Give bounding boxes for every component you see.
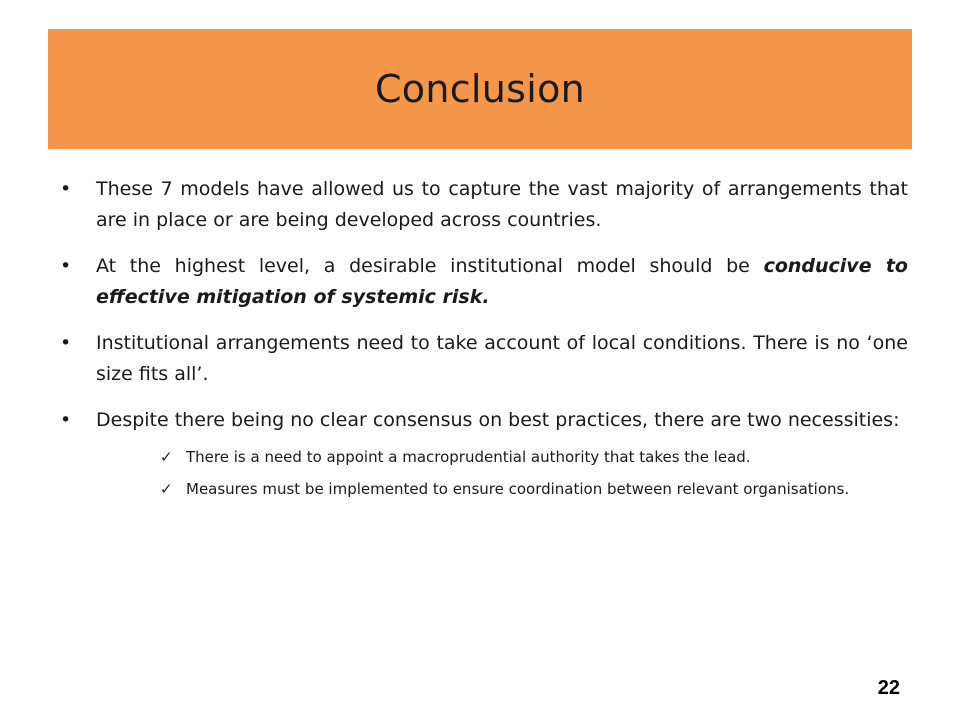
title-banner — [48, 29, 912, 149]
bullet-dot-icon: • — [60, 332, 72, 354]
sub-bullet-item — [58, 478, 908, 500]
sub-bullet-text: Measures must be implemented to ensure coordination between relevant organisations. — [186, 480, 850, 498]
bullet-dot-icon: • — [60, 409, 72, 431]
page-number: 22 — [877, 677, 900, 699]
bullet-item — [58, 328, 908, 390]
bullet-dot-icon: • — [60, 178, 72, 200]
sub-bullet-item — [58, 446, 908, 468]
bullet-text: Institutional arrangements need to take account of local conditions. There is no ‘one size fits all’. — [96, 332, 908, 385]
bullet-text: At the highest level, a desirable institutional model should be — [96, 255, 764, 277]
bullet-item — [58, 174, 908, 236]
slide-title: Conclusion — [374, 67, 586, 111]
slide-body — [58, 174, 908, 510]
sub-bullet-text: There is a need to appoint a macroprudential authority that takes the lead. — [186, 448, 751, 466]
bullet-text: These 7 models have allowed us to capture the vast majority of arrangements that are in place or are being developed across countries. — [96, 178, 908, 231]
checkmark-icon: ✓ — [160, 448, 173, 466]
bullet-dot-icon: • — [60, 255, 72, 277]
bullet-item — [58, 405, 908, 436]
checkmark-icon: ✓ — [160, 480, 173, 498]
bullet-emphasis-text: conducive to effective mitigation of systemic risk. — [96, 255, 908, 308]
bullet-item — [58, 251, 908, 313]
bullet-text: Despite there being no clear consensus on best practices, there are two necessities: — [96, 409, 900, 431]
